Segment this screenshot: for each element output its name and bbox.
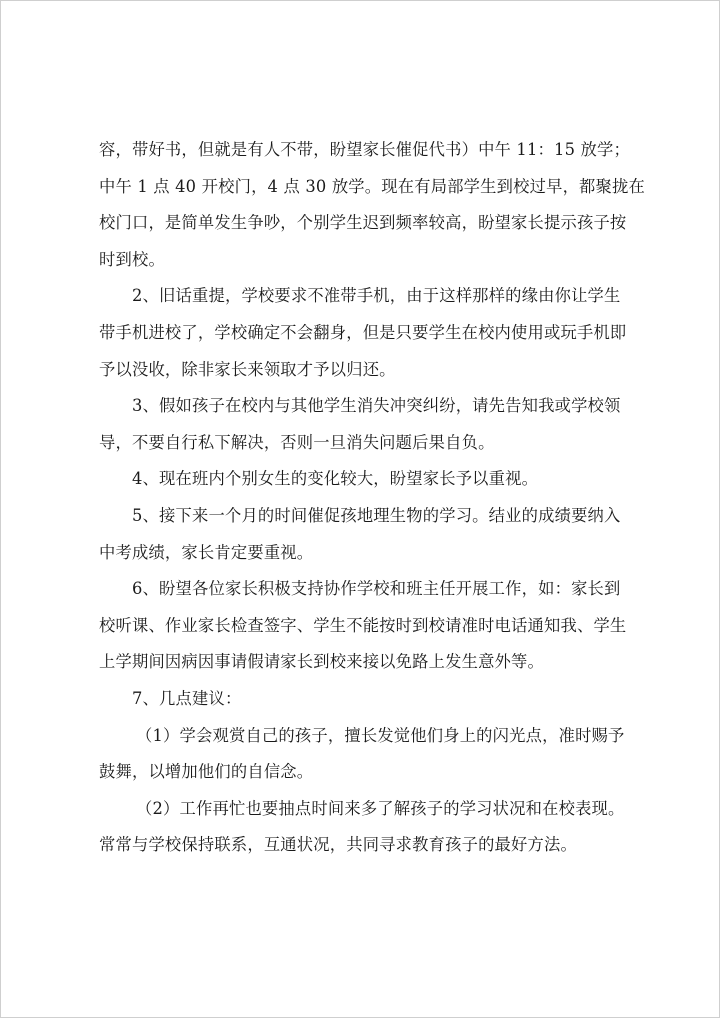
text-line: 容，带好书，但就是有人不带，盼望家长催促代书）中午 11：15 放学； xyxy=(99,140,630,159)
text-line: 校门口，是简单发生争吵，个别学生迟到频率较高，盼望家长提示孩子按 xyxy=(99,213,627,233)
paragraph-6-start: 6、盼望各位家长积极支持协作学校和班主任开展工作，如：家长到 xyxy=(132,579,621,599)
text-line: 中考成绩，家长肯定要重视。 xyxy=(99,542,314,562)
suggestion-2-start: （2）工作再忙也要抽点时间来多了解孩子的学习状况和在校表现。 xyxy=(136,798,625,818)
document-body xyxy=(99,132,645,864)
suggestion-1-start: （1）学会观赏自己的孩子，擅长发觉他们身上的闪光点，准时赐予 xyxy=(136,725,625,745)
paragraph-2-start: 2、旧话重提，学校要求不准带手机，由于这样那样的缘由你让学生 xyxy=(132,286,621,306)
paragraph-7-heading: 7、几点建议： xyxy=(132,688,242,708)
text-line: 带手机进校了，学校确定不会翻身，但是只要学生在校内使用或玩手机即 xyxy=(99,322,627,342)
text-line: 校听课、作业家长检查签字、学生不能按时到校请准时电话通知我、学生 xyxy=(99,615,627,635)
text-line: 中午 1 点 40 开校门，4 点 30 放学。现在有局部学生到校过早，都聚拢在 xyxy=(99,176,645,196)
paragraph-5-start: 5、接下来一个月的时间催促孩地理生物的学习。结业的成绩要纳入 xyxy=(132,505,621,525)
text-line: 鼓舞，以增加他们的自信念。 xyxy=(99,762,314,782)
text-line: 时到校。 xyxy=(99,249,165,269)
text-line: 常常与学校保持联系，互通状况，共同寻求教育孩子的最好方法。 xyxy=(99,835,577,855)
text-line: 导，不要自行私下解决，否则一旦消失问题后果自负。 xyxy=(99,432,495,452)
paragraph-4-start: 4、现在班内个别女生的变化较大，盼望家长予以重视。 xyxy=(132,469,539,489)
paragraph-3-start: 3、假如孩子在校内与其他学生消失冲突纠纷，请先告知我或学校领 xyxy=(132,396,621,416)
text-line: 予以没收，除非家长来领取才予以归还。 xyxy=(99,359,396,379)
text-line: 上学期间因病因事请假请家长到校来接以免路上发生意外等。 xyxy=(99,652,544,672)
